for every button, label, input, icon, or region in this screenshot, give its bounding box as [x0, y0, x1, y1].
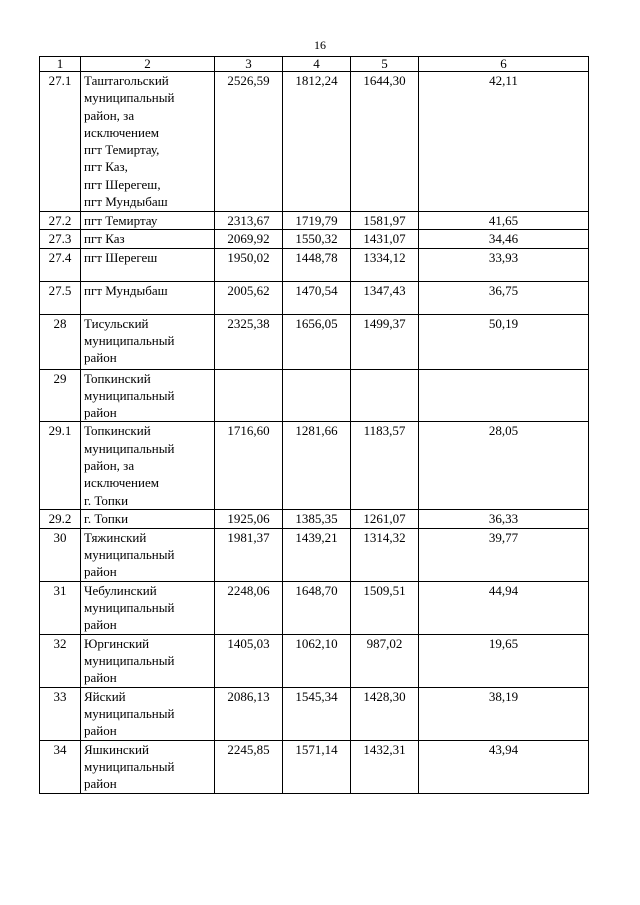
- row-number: 29.2: [40, 510, 81, 528]
- value-col6: 28,05: [419, 422, 589, 510]
- value-col4: 1719,79: [283, 212, 351, 230]
- value-col3: 1981,37: [215, 528, 283, 581]
- value-col3: 2069,92: [215, 230, 283, 248]
- value-col4: 1470,54: [283, 281, 351, 314]
- value-col4: 1656,05: [283, 314, 351, 369]
- data-table: [39, 56, 589, 794]
- value-col6: 34,46: [419, 230, 589, 248]
- value-col4: 1648,70: [283, 581, 351, 634]
- row-number: 31: [40, 581, 81, 634]
- table-header-row: [40, 57, 589, 72]
- table-row: [40, 72, 589, 212]
- territory-name: Тяжинский муниципальный район: [81, 528, 215, 581]
- value-col4: 1439,21: [283, 528, 351, 581]
- value-col5: [351, 369, 419, 422]
- value-col3: 1405,03: [215, 634, 283, 687]
- territory-name: Топкинский муниципальный район, за исключением г. Топки: [81, 422, 215, 510]
- value-col5: 1431,07: [351, 230, 419, 248]
- value-col6: 19,65: [419, 634, 589, 687]
- table-row: [40, 740, 589, 793]
- row-number: 33: [40, 687, 81, 740]
- table-row: [40, 212, 589, 230]
- territory-name: Топкинский муниципальный район: [81, 369, 215, 422]
- row-number: 34: [40, 740, 81, 793]
- value-col6: 36,75: [419, 281, 589, 314]
- column-header: 2: [81, 57, 215, 72]
- value-col5: 1183,57: [351, 422, 419, 510]
- value-col3: 2313,67: [215, 212, 283, 230]
- value-col3: [215, 369, 283, 422]
- territory-name: пгт Каз: [81, 230, 215, 248]
- column-header: 3: [215, 57, 283, 72]
- table-row: [40, 528, 589, 581]
- territory-name: пгт Мундыбаш: [81, 281, 215, 314]
- value-col6: 43,94: [419, 740, 589, 793]
- territory-name: Яшкинский муниципальный район: [81, 740, 215, 793]
- value-col3: 2086,13: [215, 687, 283, 740]
- column-header: 1: [40, 57, 81, 72]
- value-col4: [283, 369, 351, 422]
- value-col3: 2245,85: [215, 740, 283, 793]
- table-row: [40, 314, 589, 369]
- territory-name: пгт Темиртау: [81, 212, 215, 230]
- column-header: 5: [351, 57, 419, 72]
- value-col5: 1314,32: [351, 528, 419, 581]
- page-number: 16: [314, 38, 326, 52]
- value-col5: 1334,12: [351, 248, 419, 281]
- row-number: 28: [40, 314, 81, 369]
- value-col4: 1812,24: [283, 72, 351, 212]
- value-col5: 1347,43: [351, 281, 419, 314]
- value-col4: 1062,10: [283, 634, 351, 687]
- value-col3: 1950,02: [215, 248, 283, 281]
- territory-name: Тисульский муниципальный район: [81, 314, 215, 369]
- table-row: [40, 248, 589, 281]
- row-number: 27.2: [40, 212, 81, 230]
- value-col5: 1499,37: [351, 314, 419, 369]
- row-number: 30: [40, 528, 81, 581]
- row-number: 29: [40, 369, 81, 422]
- value-col5: 1644,30: [351, 72, 419, 212]
- territory-name: пгт Шерегеш: [81, 248, 215, 281]
- table-row: [40, 369, 589, 422]
- table-row: [40, 581, 589, 634]
- value-col3: 2005,62: [215, 281, 283, 314]
- table-row: [40, 634, 589, 687]
- value-col3: 2526,59: [215, 72, 283, 212]
- territory-name: Яйский муниципальный район: [81, 687, 215, 740]
- value-col3: 1925,06: [215, 510, 283, 528]
- row-number: 27.4: [40, 248, 81, 281]
- territory-name: г. Топки: [81, 510, 215, 528]
- value-col6: 50,19: [419, 314, 589, 369]
- value-col5: 1428,30: [351, 687, 419, 740]
- value-col5: 1432,31: [351, 740, 419, 793]
- value-col4: 1448,78: [283, 248, 351, 281]
- value-col6: 41,65: [419, 212, 589, 230]
- row-number: 27.5: [40, 281, 81, 314]
- value-col4: 1550,32: [283, 230, 351, 248]
- row-number: 27.1: [40, 72, 81, 212]
- value-col3: 2325,38: [215, 314, 283, 369]
- value-col6: 33,93: [419, 248, 589, 281]
- table-row: [40, 510, 589, 528]
- territory-name: Таштагольский муниципальный район, за исключением пгт Темиртау, пгт Каз, пгт Шерегеш, пгт Мундыбаш: [81, 72, 215, 212]
- value-col3: 1716,60: [215, 422, 283, 510]
- value-col5: 987,02: [351, 634, 419, 687]
- column-header: 6: [419, 57, 589, 72]
- value-col6: 42,11: [419, 72, 589, 212]
- territory-name: Чебулинский муниципальный район: [81, 581, 215, 634]
- table-row: [40, 230, 589, 248]
- value-col6: [419, 369, 589, 422]
- table-row: [40, 281, 589, 314]
- column-header: 4: [283, 57, 351, 72]
- table-row: [40, 422, 589, 510]
- value-col4: 1571,14: [283, 740, 351, 793]
- row-number: 29.1: [40, 422, 81, 510]
- value-col6: 38,19: [419, 687, 589, 740]
- value-col4: 1281,66: [283, 422, 351, 510]
- value-col5: 1509,51: [351, 581, 419, 634]
- value-col5: 1581,97: [351, 212, 419, 230]
- row-number: 27.3: [40, 230, 81, 248]
- table-row: [40, 687, 589, 740]
- value-col6: 39,77: [419, 528, 589, 581]
- value-col4: 1545,34: [283, 687, 351, 740]
- territory-name: Юргинский муниципальный район: [81, 634, 215, 687]
- value-col3: 2248,06: [215, 581, 283, 634]
- value-col6: 44,94: [419, 581, 589, 634]
- row-number: 32: [40, 634, 81, 687]
- value-col6: 36,33: [419, 510, 589, 528]
- value-col5: 1261,07: [351, 510, 419, 528]
- value-col4: 1385,35: [283, 510, 351, 528]
